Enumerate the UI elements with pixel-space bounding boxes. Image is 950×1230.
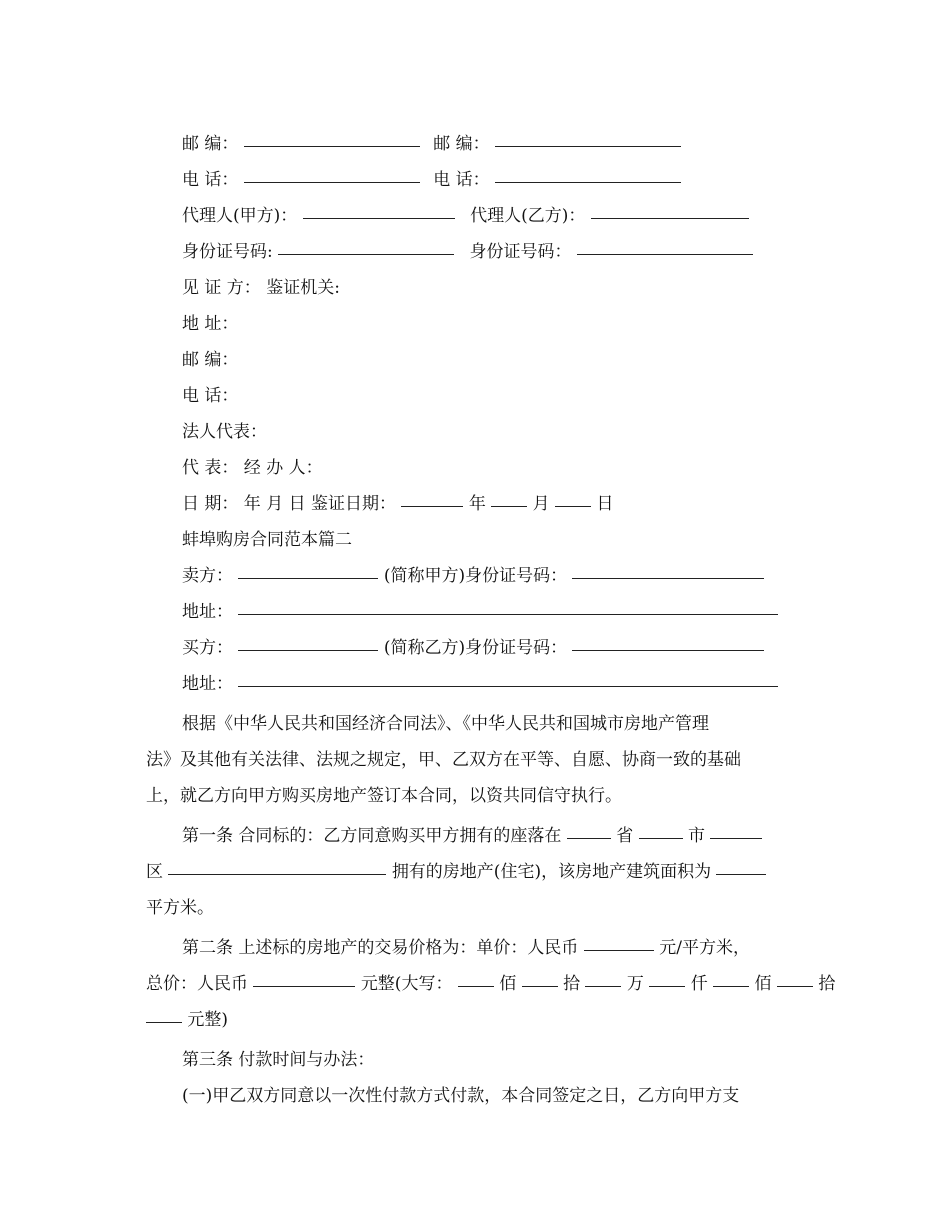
- id-label-b: 身份证号码：: [469, 242, 572, 262]
- wan-label: 万: [626, 974, 644, 994]
- article-1-line-3: 平方米。: [146, 898, 214, 918]
- article-2-line-1: [146, 930, 800, 966]
- address-row: 地 址：: [182, 314, 239, 334]
- agent-label-b: 代理人(乙方)：: [470, 206, 586, 226]
- phone-row: [146, 162, 800, 198]
- postcode-blank-a[interactable]: [244, 145, 420, 147]
- article-3-line-1: (一)甲乙双方同意以一次性付款方式付款，本合同签定之日，乙方向甲方支: [182, 1086, 740, 1106]
- qian-blank[interactable]: [649, 985, 685, 987]
- bai-label: 佰: [499, 974, 517, 994]
- witness-row: 见 证 方： 鉴证机关:: [182, 278, 340, 298]
- area-blank[interactable]: [716, 873, 766, 875]
- article-1-line-2: [146, 854, 800, 890]
- seller-name-blank[interactable]: [238, 577, 378, 579]
- agent-row: [146, 198, 800, 234]
- date-row: [146, 486, 800, 522]
- postcode-blank-b[interactable]: [495, 145, 681, 147]
- buyer-id-blank[interactable]: [572, 649, 764, 651]
- seller-addr-row: [146, 594, 800, 630]
- buyer-name-blank[interactable]: [238, 649, 378, 651]
- postcode-label-b: 邮 编：: [433, 134, 490, 154]
- article-1-text-b: 拥有的房地产(住宅)，该房地产建筑面积为: [391, 862, 712, 882]
- unit-price-blank[interactable]: [584, 949, 654, 951]
- agent-label-a: 代理人(甲方)：: [182, 206, 298, 226]
- article-1-text-a: 第一条 合同标的：乙方同意购买甲方拥有的座落在: [182, 826, 562, 846]
- shi2-blank[interactable]: [777, 985, 813, 987]
- agent-blank-a[interactable]: [303, 217, 455, 219]
- shi-blank[interactable]: [522, 985, 558, 987]
- id-label-a: 身份证号码:: [182, 242, 273, 262]
- seller-short-label: (简称甲方)身份证号码：: [383, 566, 568, 586]
- article-2-line-2: [146, 966, 836, 1002]
- buyer-short-label: (简称乙方)身份证号码：: [383, 638, 568, 658]
- buyer-addr-blank[interactable]: [238, 685, 778, 687]
- phone-blank-a[interactable]: [244, 181, 420, 183]
- article-2: [146, 930, 836, 1038]
- phone-row-2: 电 话：: [182, 386, 239, 406]
- bai2-blank[interactable]: [713, 985, 749, 987]
- seller-label: 卖方：: [182, 566, 233, 586]
- id-blank-a[interactable]: [278, 253, 454, 255]
- buyer-label: 买方：: [182, 638, 233, 658]
- day-label: 日: [596, 494, 614, 514]
- province-blank[interactable]: [567, 837, 611, 839]
- month-label: 月: [532, 494, 550, 514]
- shi-label: 拾: [563, 974, 581, 994]
- seller-row: [146, 558, 800, 594]
- id-row: [146, 234, 800, 270]
- district-blank[interactable]: [710, 837, 762, 839]
- intro-line-1: 根据《中华人民共和国经济合同法》、《中华人民共和国城市房地产管理: [182, 714, 709, 734]
- intro-line-3: 上，就乙方向甲方购买房地产签订本合同，以资共同信守执行。: [146, 786, 622, 806]
- postcode-row: [146, 126, 800, 162]
- location-blank[interactable]: [168, 873, 386, 875]
- article-2-line-3: [146, 1002, 800, 1038]
- article-1-line-1: [146, 818, 800, 854]
- article-2-text-a: 第二条 上述标的房地产的交易价格为：单价：人民币: [182, 938, 579, 958]
- capital-label: 元整(大写：: [360, 974, 453, 994]
- total-blank[interactable]: [253, 985, 355, 987]
- buyer-addr-label: 地址：: [182, 674, 233, 694]
- phone-blank-b[interactable]: [495, 181, 681, 183]
- city-blank[interactable]: [639, 837, 683, 839]
- postcode-label-a: 邮 编：: [182, 134, 239, 154]
- province-label: 省: [616, 826, 634, 846]
- qian-label: 仟: [690, 974, 708, 994]
- yuan-blank[interactable]: [146, 1021, 182, 1023]
- unit-price-label: 元/平方米，: [659, 938, 750, 958]
- shi2-label: 拾: [818, 974, 836, 994]
- legal-rep-row: 法人代表：: [182, 422, 267, 442]
- intro-line-2: 法》及其他有关法律、法规之规定，甲、乙双方在平等、自愿、协商一致的基础: [146, 750, 741, 770]
- section-title: 蚌埠购房合同范本篇二: [182, 530, 352, 550]
- phone-label-b: 电 话：: [433, 170, 490, 190]
- year-blank[interactable]: [401, 505, 463, 507]
- postcode-row-2: 邮 编：: [182, 350, 239, 370]
- agent-blank-b[interactable]: [591, 217, 749, 219]
- id-blank-b[interactable]: [577, 253, 753, 255]
- yuan-label: 元整): [187, 1010, 229, 1030]
- phone-label-a: 电 话：: [182, 170, 239, 190]
- day-blank[interactable]: [555, 505, 591, 507]
- buyer-row: [146, 630, 800, 666]
- seller-addr-label: 地址：: [182, 602, 233, 622]
- month-blank[interactable]: [491, 505, 527, 507]
- city-label: 市: [688, 826, 706, 846]
- seller-id-blank[interactable]: [572, 577, 764, 579]
- article-3-title: 第三条 付款时间与办法：: [182, 1050, 375, 1070]
- total-label: 总价：人民币: [146, 974, 248, 994]
- intro-paragraph: [146, 706, 800, 814]
- seller-addr-blank[interactable]: [238, 613, 778, 615]
- district-label: 区: [146, 862, 163, 882]
- article-1: [146, 818, 800, 926]
- bai-blank[interactable]: [458, 985, 494, 987]
- year-label: 年: [468, 494, 486, 514]
- bai2-label: 佰: [754, 974, 772, 994]
- wan-blank[interactable]: [585, 985, 621, 987]
- buyer-addr-row: [146, 666, 800, 702]
- rep-row: 代 表： 经 办 人：: [182, 458, 323, 478]
- date-label: 日 期： 年 月 日 鉴证日期：: [182, 494, 397, 514]
